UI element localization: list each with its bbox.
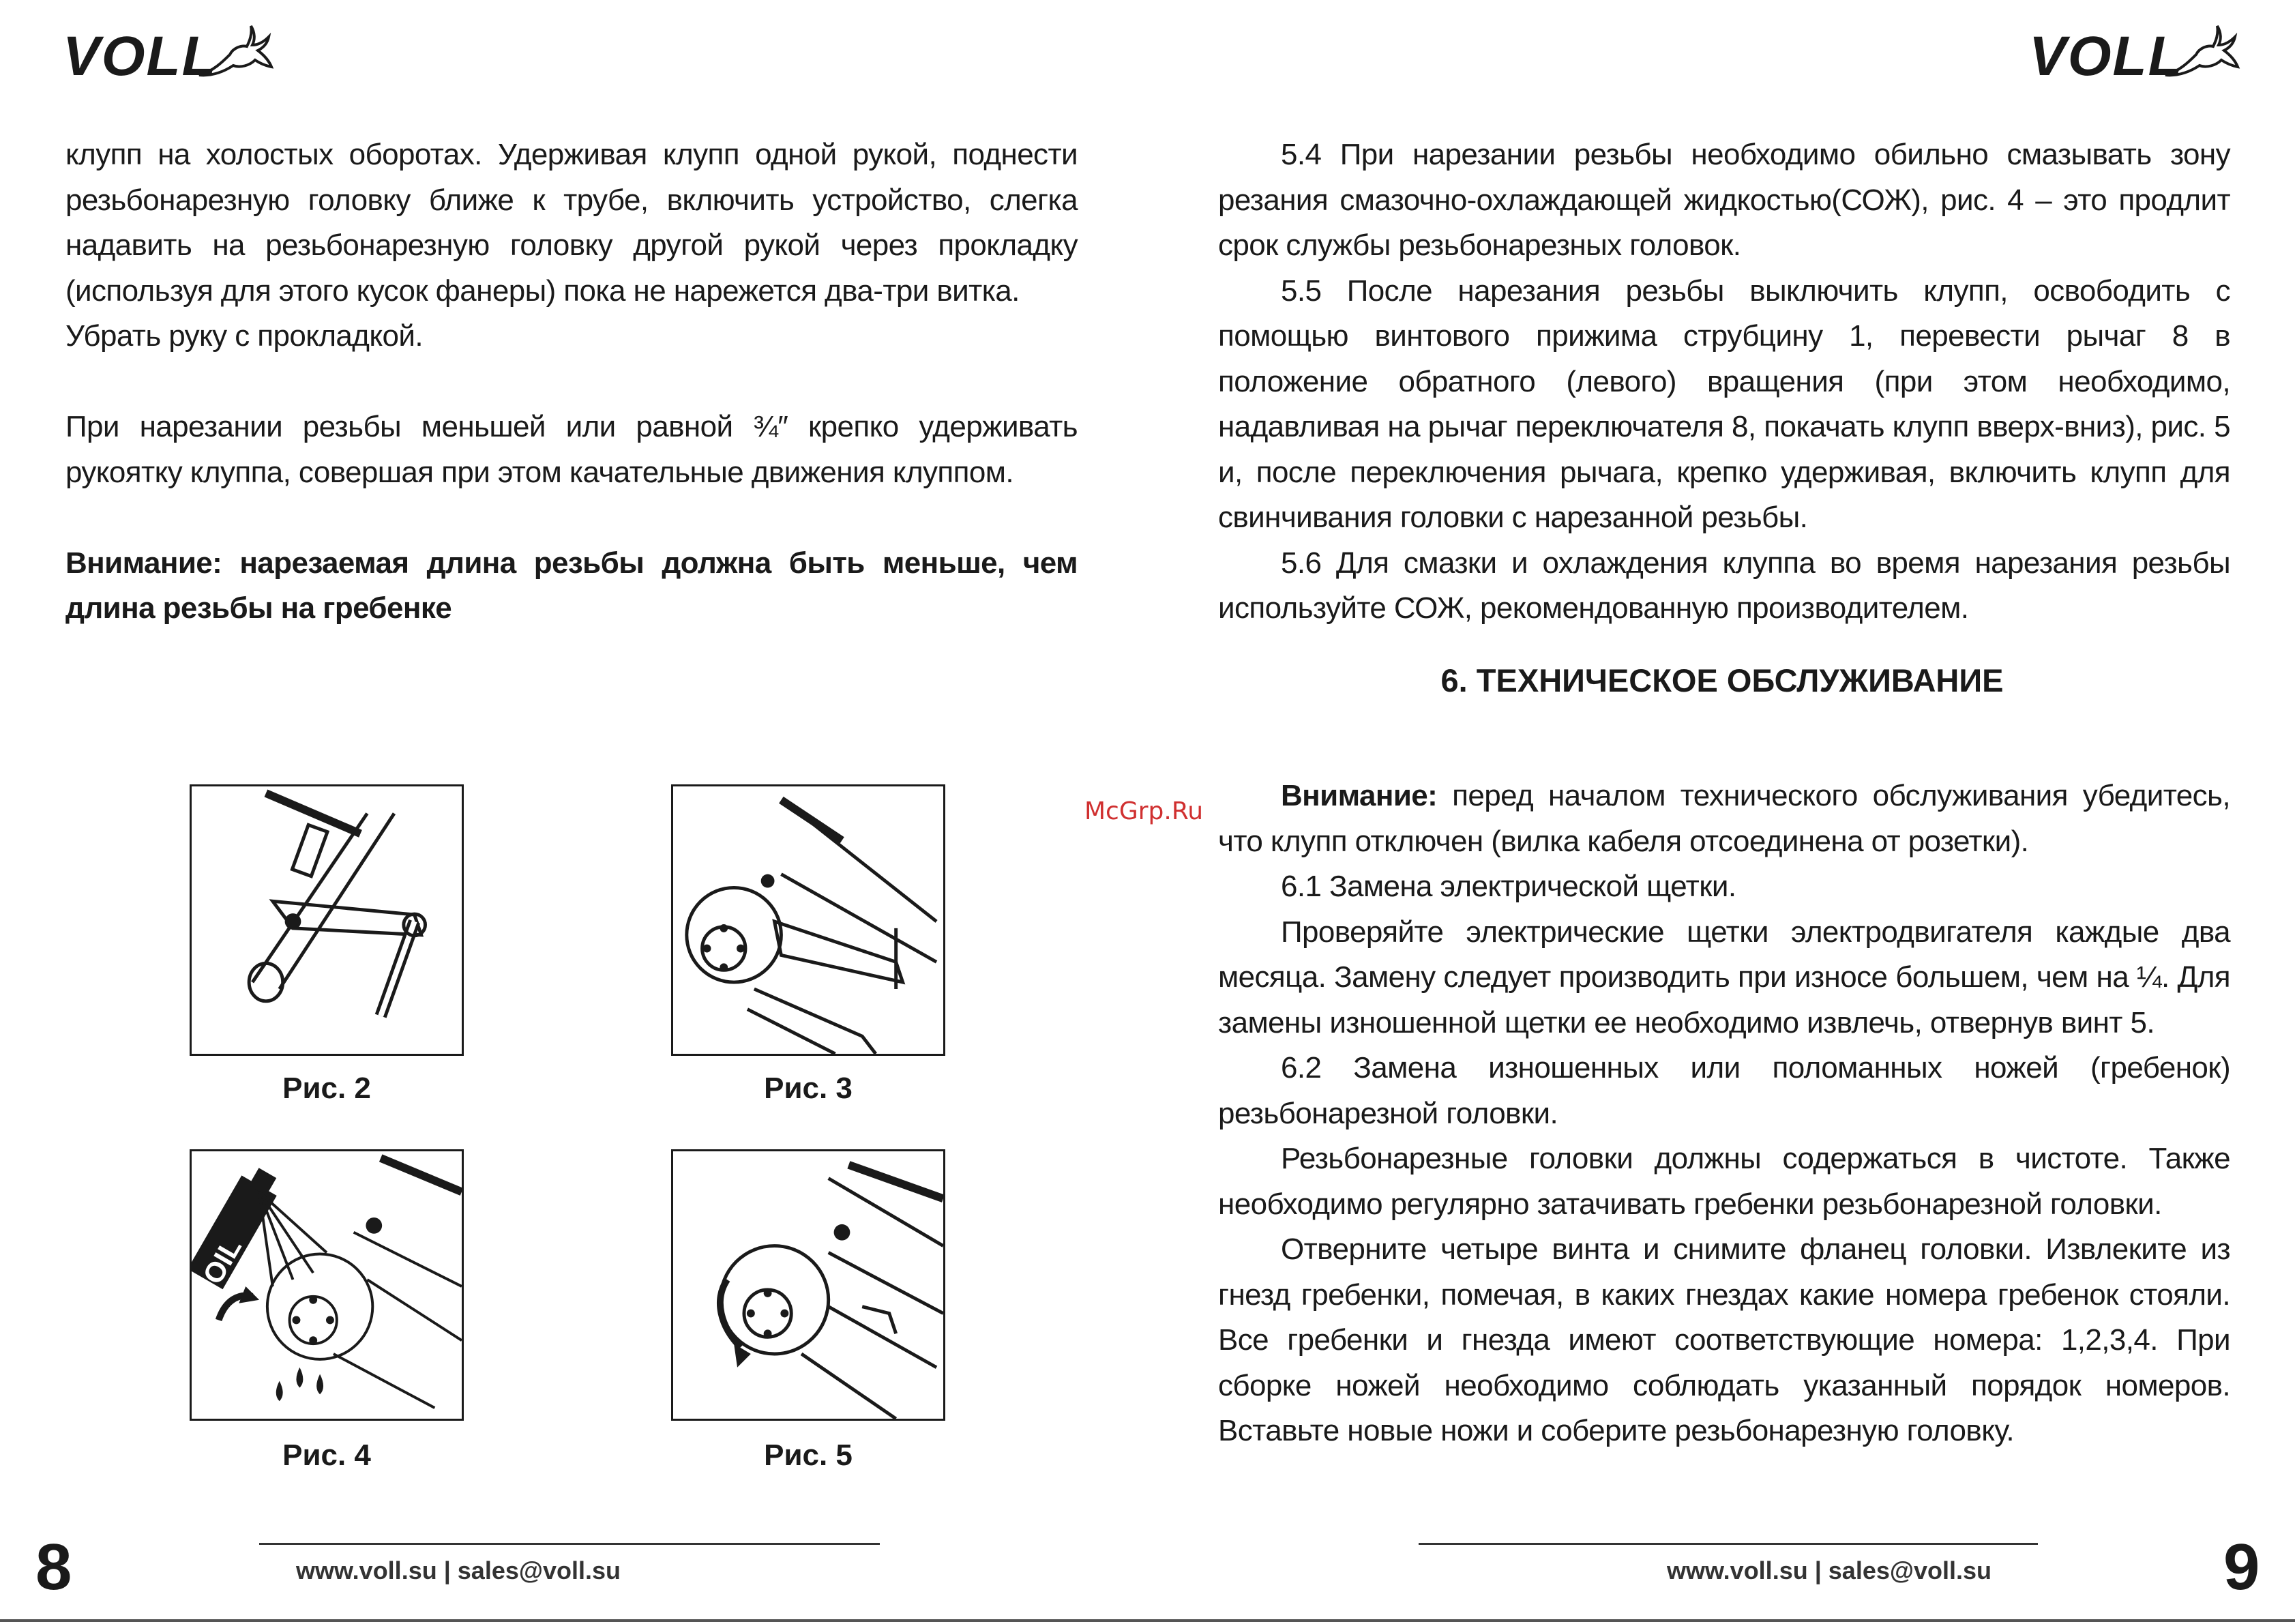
footer-contact-right: www.voll.su | sales@voll.su [1667,1556,1992,1584]
warning-text: Внимание: нарезаемая длина резьбы должна быть меньше, чем длина резьбы на гребенке [65,546,1078,625]
figure-3 [671,784,945,1056]
logo-left [63,20,274,89]
figure-5-caption: Рис. 5 [764,1438,853,1472]
attention-label: Внимание: [1281,779,1438,812]
section-6-1-text: Проверяйте электрические щетки электродвигателя каждые два месяца. Замену следует производить при износе большем, чем на ¼. Для замены изношенной щетки ее необходимо извлечь, отвернув винт 5. [1218,915,2230,1039]
section-6-2-text-1: Резьбонарезные головки должны содержаться в чистоте. Также необходимо регулярно затачивать гребенки резьбонарезной головки. [1218,1142,2230,1221]
paragraph: клупп на холостых оборотах. Удерживая клупп одной рукой, поднести резьбонарезную головку ближе к трубе, включить устройство, слегка надавить на резьбонарезную головку другой рукой через прокладку (используя для этого кусок фанеры) пока не нарежется два-три витка. [65,138,1078,308]
section-heading: 6. ТЕХНИЧЕСКОЕ ОБСЛУЖИВАНИЕ [1440,662,2004,698]
logo-right [2029,20,2240,89]
page-number-right: 9 [2223,1531,2260,1604]
bull-icon [192,20,281,82]
figure-5 [671,1149,945,1421]
figure-3-caption: Рис. 3 [764,1072,853,1105]
right-column-bottom [1218,773,2230,1454]
bull-icon [2159,20,2247,82]
right-column-top [1218,132,2230,632]
threader-on-pipe-illustration [673,786,943,1054]
paragraph: При нарезании резьбы меньшей или равной ¾″ крепко удерживать рукоятку клуппа, совершая при этом качательные движения клуппом. [65,410,1078,489]
figure-2 [190,784,464,1056]
spacer [65,359,1078,405]
left-column [65,132,1078,632]
oil-lubrication-illustration [192,1151,462,1419]
figure-2-caption: Рис. 2 [282,1072,371,1105]
footer-contact-left: www.voll.su | sales@voll.su [296,1556,621,1584]
bottom-edge-rule [0,1619,2295,1622]
watermark: McGrp.Ru [1084,797,1204,825]
section-5-5: 5.5 После нарезания резьбы выключить клупп, освободить с помощью винтового прижима струбцину 1, перевести рычаг 8 в положение обратного (левого) вращения (при этом необходимо, надавливая на рычаг переключателя 8, покачать клупп вверх-вниз), рис. 5 и, после переключения рычага, крепко удерживая, включить клупп для свинчивания головки с нарезанной резьбы. [1218,274,2230,534]
footer-divider-right [1419,1543,2038,1545]
attention-paragraph [1218,773,2230,864]
spacer [65,495,1078,541]
paragraph: Убрать руку с прокладкой. [65,319,423,353]
section-6-1: 6.1 Замена электрической щетки. [1281,870,1736,903]
section-6-2-text-2: Отверните четыре винта и снимите фланец головки. Извлеките из гнезд гребенки, помечая, в каких гнездах какие номера гребенок стояли. Все гребенки и гнезда имеют соответствующие номера: 1,2,3,4. При сборке ножей необходимо соблюдать указанный порядок номеров. Вставьте новые ножи и соберите резьбонарезную головку. [1218,1232,2230,1447]
oil-label: OIL [196,1232,248,1290]
footer-divider-left [259,1543,880,1545]
section-5-4: 5.4 При нарезании резьбы необходимо обильно смазывать зону резания смазочно-охлаждающей жидкостью(СОЖ), рис. 4 – это продлит срок службы резьбонарезных головок. [1218,138,2230,262]
section-6-2: 6.2 Замена изношенных или поломанных ножей (гребенок) резьбонарезной головки. [1218,1051,2230,1130]
section-5-6: 5.6 Для смазки и охлаждения клуппа во время нарезания резьбы используйте СОЖ, рекомендованную производителем. [1218,546,2230,625]
page-number-left: 8 [35,1531,72,1604]
reverse-rotation-illustration [673,1151,943,1419]
figure-4 [190,1149,464,1421]
pipe-clamp-illustration [192,786,462,1054]
logo-text: VOLL [63,25,218,87]
attention-text: перед началом технического обслуживания убедитесь, что клупп отключен (вилка кабеля отсоединена от розетки). [1218,779,2230,858]
figure-4-caption: Рис. 4 [282,1438,371,1472]
logo-text: VOLL [2029,25,2184,87]
